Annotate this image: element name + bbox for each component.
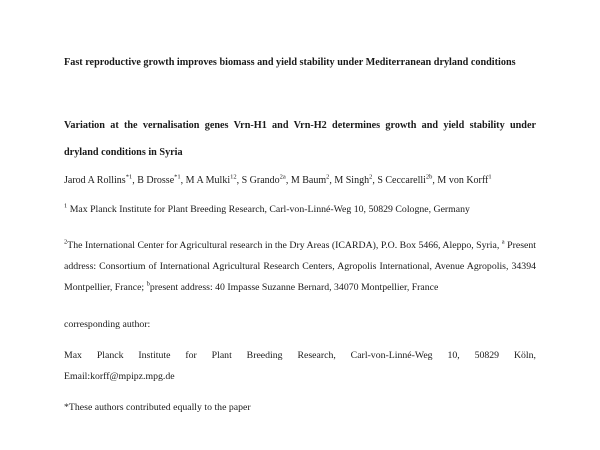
- author-mark: *1: [125, 173, 133, 181]
- corresponding-email: Email:korff@mpipz.mpg.de: [64, 371, 175, 382]
- author: S Grando$^{2a}$,: [241, 173, 291, 186]
- author: S Ceccarelli$^{2b}$,: [377, 173, 438, 186]
- title-page: [64, 0, 536, 450]
- author-mark: 12: [230, 173, 237, 181]
- author: M Baum$^2$,: [290, 173, 335, 186]
- affiliation-mark: 2: [64, 238, 68, 246]
- present-address-mark-a: a: [501, 238, 505, 246]
- affiliation-2: $^2$The International Center for Agricultural research in the Dry Areas (ICARDA), P.O. Box 5466, Aleppo, Syria, $^a$ Present address: Consortium of International Agricultural Research Centers, Agropolis International, Avenue Agropolis, 34394 Montpellier, France; $^b$present address: 40 Impasse Suzanne Bernard, 34070 Montpellier, France: [64, 238, 536, 293]
- author: Jarod A Rollins$^{*1}$,: [64, 173, 138, 186]
- paper-subtitle: Variation at the vernalisation genes Vrn-H1 and Vrn-H2 determines growth and yield stability under dryland conditions in Syria: [64, 120, 536, 158]
- author-mark: 2: [369, 173, 373, 181]
- paper-title: Fast reproductive growth improves biomass and yield stability under Mediterranean dryland conditions: [64, 57, 516, 68]
- author: M von Korff$^1$: [437, 173, 492, 186]
- author-mark: 2: [326, 173, 330, 181]
- affiliation-mark: 1: [64, 202, 68, 210]
- corresponding-author-address: [64, 345, 536, 387]
- author-mark: *1: [174, 173, 181, 181]
- affiliation-1: $^1$ Max Planck Institute for Plant Breeding Research, Carl-von-Linné-Weg 10, 50829 Cologne, Germany: [64, 202, 470, 215]
- author: M A Mulki$^{12}$,: [185, 173, 242, 186]
- corresponding-address-line: Max Planck Institute for Plant Breeding Research, Carl-von-Linné-Weg 10, 50829 Köln,: [64, 350, 536, 361]
- author-mark: 2b: [425, 173, 433, 181]
- corresponding-author-label: corresponding author:: [64, 319, 151, 330]
- equal-contribution-note: *These authors contributed equally to the paper: [64, 402, 251, 413]
- author-list: [64, 174, 536, 188]
- present-address-mark-b: b: [146, 280, 150, 288]
- author: M Singh$^2$,: [334, 173, 378, 186]
- author-mark: 1: [488, 173, 492, 181]
- author-mark: 2a: [279, 173, 286, 181]
- author: B Drosse$^{*1}$,: [137, 173, 186, 186]
